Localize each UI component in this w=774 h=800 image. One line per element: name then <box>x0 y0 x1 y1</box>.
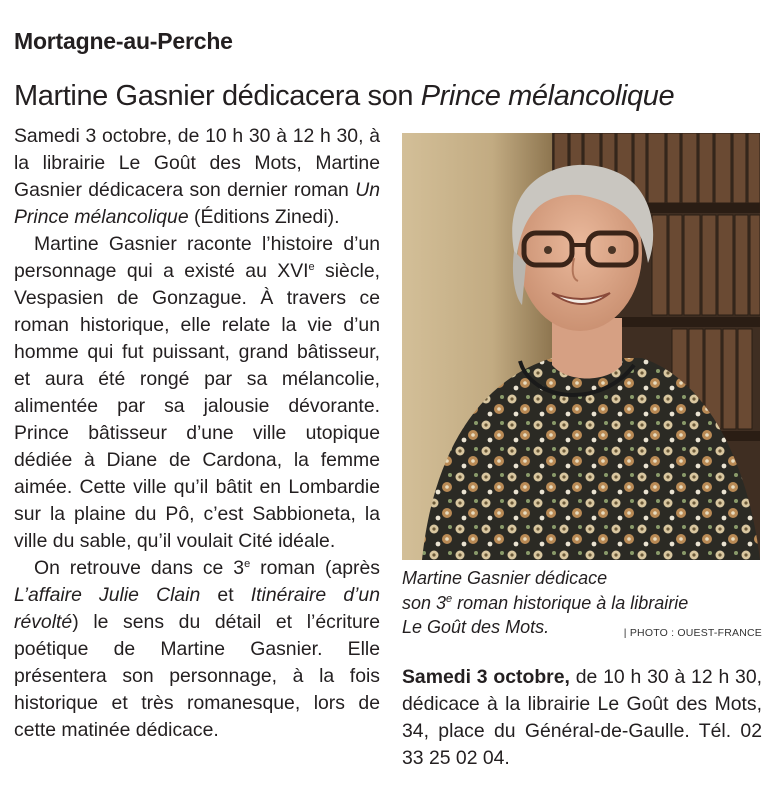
caption-line-2-a: son 3 <box>402 592 447 613</box>
caption-line-2 <box>402 591 764 616</box>
headline-book-title: Prince mélancolique <box>420 80 675 112</box>
p2-superscript: e <box>308 261 315 273</box>
p1-book-title: Un Prince mélancolique <box>14 179 380 228</box>
p3-book-title-1: L’affaire Julie Clain <box>14 584 201 606</box>
p3-text-c: et <box>200 584 251 606</box>
p1-text-b: (Éditions Zinedi). <box>188 206 340 228</box>
headline-main: Martine Gasnier dédicacera son <box>14 80 421 112</box>
p2-text-a: Martine Gasnier raconte l’histoire d’un personnage qui a existé au XVI <box>14 233 380 282</box>
p3-text-d: ) le sens du détail et l’écriture poétique de Martine Gasnier. Elle présentera son personnage, à la fois historique et très romanesque, lors de cette matinée dédicace. <box>14 611 380 741</box>
caption-line-2-b: roman historique à la librairie <box>452 592 689 613</box>
p3-text-b: roman (après <box>250 557 380 579</box>
p1-text-a: Samedi 3 octobre, de 10 h 30 à 12 h 30, à la librairie Le Goût des Mots, Martine Gasnier dédicacera son dernier roman <box>14 125 380 201</box>
section-kicker: Mortagne-au-Perche <box>14 28 233 54</box>
caption-superscript: e <box>446 592 453 605</box>
article-paragraph-3 <box>14 555 380 744</box>
p3-text-a: On retrouve dans ce 3 <box>34 557 245 579</box>
photo-credit: | PHOTO : OUEST-FRANCE <box>623 627 762 639</box>
article-body <box>14 123 380 744</box>
caption-line-1: Martine Gasnier dédicace <box>402 568 608 588</box>
p2-text-b: siècle, Vespasien de Gonzague. À travers ce roman historique, elle relate la vie d’un homme qui fut puissant, grand bâtisseur, et aura été rongé par sa mélancolie, alimentée par sa jalousie dévorante. Prince bâtisseur d’une ville utopique dédiée à Diane de Cardona, la femme aimée. Cette ville qu’il bâtit en Lombardie sur la plaine du Pô, c’est Sabbioneta, la ville du sable, qu’il voulait Cité idéale. <box>14 260 380 552</box>
article-paragraph-2 <box>14 231 380 555</box>
article-paragraph-1 <box>14 123 380 231</box>
event-info-text <box>402 664 762 772</box>
event-info-box <box>402 664 762 772</box>
caption-line-3: Le Goût des Mots. <box>402 617 550 637</box>
event-details: de 10 h 30 à 12 h 30, dédicace à la librairie Le Goût des Mots, 34, place du Général-de-Gaulle. Tél. 02 33 25 02 04. <box>402 666 762 769</box>
p3-superscript: e <box>244 558 251 570</box>
event-date-bold: Samedi 3 octobre, <box>402 666 570 688</box>
p3-book-title-2: Itinéraire d’un révolté <box>14 584 380 633</box>
article-headline <box>14 80 674 113</box>
author-portrait-photo <box>402 133 760 560</box>
